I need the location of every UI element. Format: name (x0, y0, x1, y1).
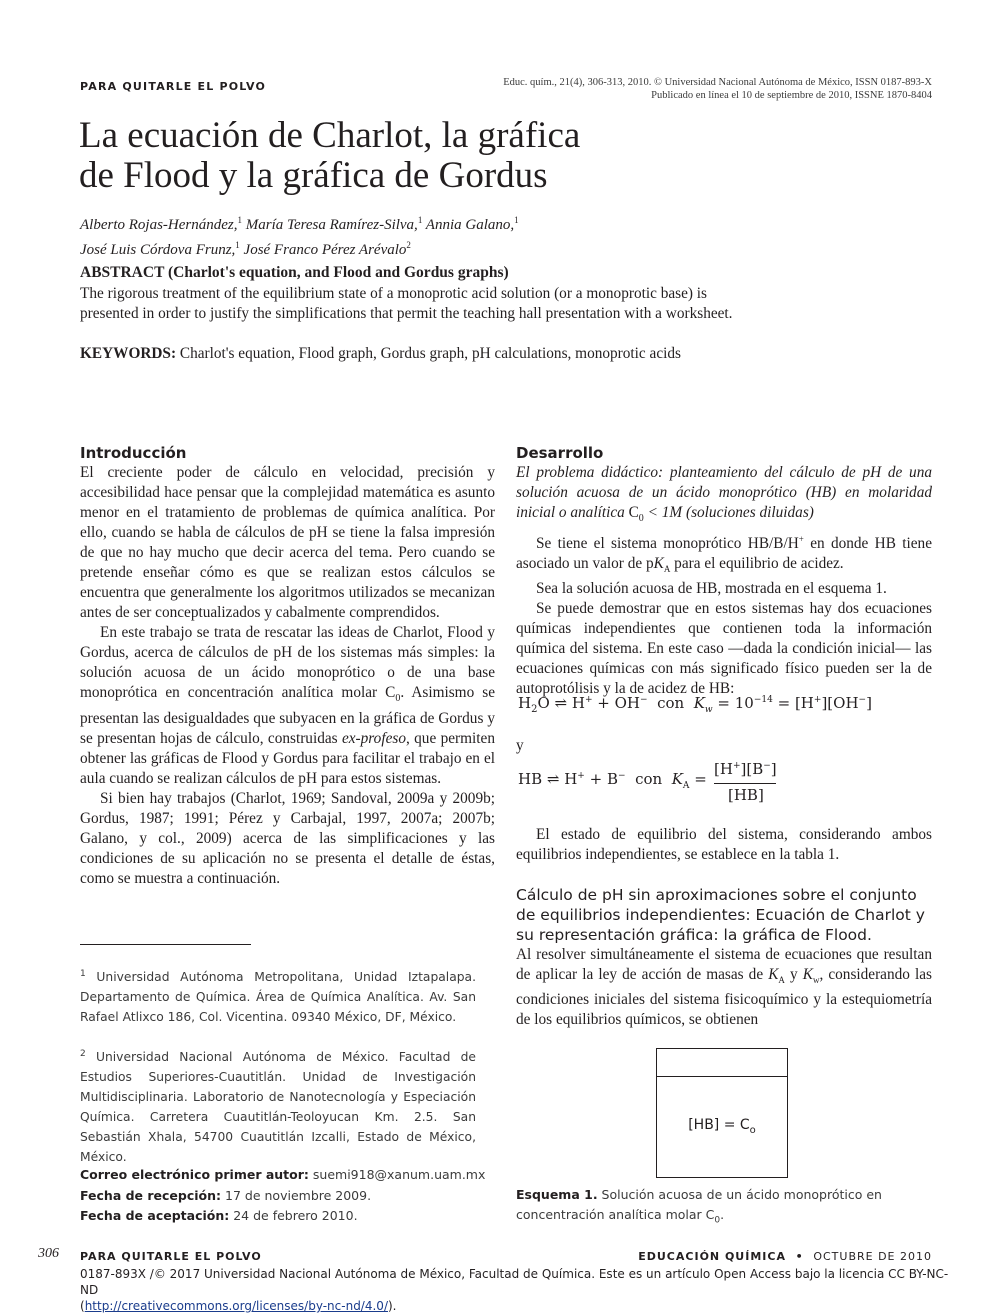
beaker-diagram (656, 1048, 788, 1178)
desarrollo-section (516, 444, 932, 699)
affiliation-mark: 2 (406, 240, 411, 250)
p1-part-b: en donde HB tiene asociado un valor de p (516, 535, 932, 573)
p2-part-d: , que permiten obtener las gráficas de Flood y Gordus para facilitar el trabajo en el aula cuando se realizan cálculos de pH para estos sistemas. (80, 730, 495, 788)
email-label: Correo electrónico primer autor: (80, 1167, 309, 1182)
footer-bullet: • (795, 1250, 804, 1263)
intro-paragraph-2 (80, 623, 495, 789)
p1-part-c: para el equilibrio de acidez. (670, 555, 844, 573)
caption-label: Esquema 1. (516, 1187, 598, 1202)
intro-paragraph-1: El creciente poder de cálculo en velocidad, precisión y accesibilidad hace pensar que la complejidad matemática es asunto menor en el tratamiento de problemas de química analítica. Por ello, cuando se habla de cálculos de pH se tiene la falsa impresión de que no hay mucho que decir acerca del tema. Pero cuando se pretende enseñar cómo es que se realizan estos cálculos se encuentra que generalmente los algoritmos utilizados se mecanizan antes de ser conceptualizados y cabalmente comprendidos. (80, 464, 495, 621)
author-list (80, 210, 720, 260)
subtitle-part-a: El problema didáctico: planteamiento del cálculo de pH de una solución acuosa de un ácido monoprótico (HB) en molaridad inicial o analítica (516, 464, 932, 521)
p5-part-a: Al resolver simultáneamente el sistema de ecuaciones que resultan de aplicar la ley de acción de masas de (516, 946, 932, 983)
received-line (80, 1186, 500, 1207)
author-name: José Luis Córdova Frunz, (80, 242, 236, 258)
equation-acidity: HB ⇌ H+ + B− con $K_A$ = [H+][B−] [HB] (518, 760, 777, 804)
affiliation-mark: 1 (235, 240, 240, 250)
footnote-2 (80, 1044, 476, 1167)
p5-part-b: y (784, 966, 803, 983)
desarrollo-paragraph-1: Se tiene el sistema monoprótico HB/B/H+ en donde HB tiene asociado un valor de $pK_A$ para el equilibrio de acidez. (516, 534, 932, 575)
author-name: José Franco Pérez Arévalo (243, 242, 407, 258)
intro-section (80, 444, 495, 889)
license-text: 0187-893X /© 2017 Universidad Nacional Autónoma de México, Facultad de Química. Este es un artículo Open Access bajo la licencia CC BY-NC-ND (80, 1267, 949, 1297)
abstract-heading: ABSTRACT (Charlot's equation, and Flood and Gordus graphs) (80, 264, 509, 281)
subscript-0: 0 (395, 693, 401, 705)
author-name: Annia Galano, (425, 217, 515, 233)
p5-part-c: , considerando las condiciones iniciales del sistema fisicoquímico y la estequiometría de los equilibrios químicos, se obtienen (516, 966, 932, 1029)
accepted-date: 24 de febrero 2010. (233, 1208, 358, 1223)
email-link[interactable]: suemi918@xanum.uam.mx (312, 1167, 486, 1182)
abstract-block (80, 264, 734, 364)
conjunction-y: y (516, 737, 524, 754)
title-line-2: de Flood y la gráfica de Gordus (79, 155, 548, 196)
desarrollo-paragraph-3: Se puede demostrar que en estos sistemas hay dos ecuaciones químicas independientes que contienen toda la información química del sistema. En este caso —dada la condición inicial— las ecuaciones químicas con más significado físico pueden ser la de autoprotólisis y la de acidez de HB: (516, 600, 932, 698)
p1-part-a: Se tiene el sistema monoprótico HB/B/H (536, 535, 799, 553)
abstract-text: The rigorous treatment of the equilibrium state of a monoprotic acid solution (or a monoprotic base) is presented in order to justify the simplifications that permit the teaching hall presentation with a worksheet. (80, 285, 733, 322)
license-note (80, 1266, 960, 1314)
page-number: 306 (38, 1246, 59, 1261)
accepted-line (80, 1206, 500, 1227)
intro-paragraph-3: Si bien hay trabajos (Charlot, 1969; Sandoval, 2009a y 2009b; Gordus, 1987; 1991; Pérez y Carbajal, 1997, 2007a; 2007b; Galano, y col., 2009) acerca de las simplificaciones y las condiciones de su aplicación no se presenta el detalle de éstas, como se muestra a continuación. (80, 790, 495, 888)
subscript-0: 0 (638, 513, 644, 525)
footnote-mark: 1 (80, 969, 86, 979)
keywords (80, 344, 734, 364)
scheme-caption: Esquema 1. Solución acuosa de un ácido monoprótico en concentración analítica molar $C_0$. (516, 1187, 882, 1226)
article-title (79, 116, 580, 196)
p2-italic: ex-profeso (341, 730, 406, 748)
scheme-label: $[HB] = C_o$ (688, 1117, 756, 1136)
desarrollo-continued (516, 825, 932, 1030)
desarrollo-subtitle (516, 463, 932, 529)
affiliation-mark: 1 (417, 215, 423, 225)
footnote-text: Universidad Nacional Autónoma de México. Facultad de Estudios Superiores-Cuautitlán. Unidad de Investigación Multidisciplinaria. Laboratorio de Nanotecnología y Especiación Química. Carretera Cuautitlán-Teoloyucan Km. 2.5. San Sebastián Xhala, 54700 Cuautitlán Izcalli, Estado de México, México. (80, 1050, 476, 1165)
subtitle-c: C (628, 504, 639, 521)
footer-date: OCTUBRE DE 2010 (813, 1250, 932, 1263)
author-name: María Teresa Ramírez-Silva, (245, 217, 418, 233)
license-link-line: (http://creativecommons.org/licenses/by-nc-nd/4.0/). (80, 1299, 397, 1313)
license-link[interactable]: http://creativecommons.org/licenses/by-nc-nd/4.0/ (84, 1299, 388, 1313)
footnote-mark: 2 (80, 1049, 86, 1059)
author-line-2 (80, 235, 720, 260)
charlot-subheading: Cálculo de pH sin aproximaciones sobre el conjunto de equilibrios independientes: Ecuación de Charlot y su representación gráfica: la gráfica de Flood. (516, 886, 925, 944)
desarrollo-paragraph-5: Al resolver simultáneamente el sistema de ecuaciones que resultan de aplicar la ley de acción de masas de $K_A$ y $K_w$, considerando las condiciones iniciales del sistema fisicoquímico y la estequiometría de los equilibrios químicos, se obtienen (516, 946, 932, 1029)
subtitle-part-b: < 1M (soluciones diluidas) (643, 504, 814, 521)
footer-section-tag: PARA QUITARLE EL POLVO (80, 1250, 262, 1263)
intro-heading: Introducción (80, 444, 187, 462)
affiliation-mark: 1 (237, 215, 242, 225)
title-line-1: La ecuación de Charlot, la gráfica (79, 115, 581, 156)
received-date: 17 de noviembre 2009. (225, 1187, 372, 1203)
p2-part-a: En este trabajo se trata de rescatar las ideas de Charlot, Flood y Gordus, acerca de cálculos de pH de los sistemas más simples: la solución acuosa de un ácido monoprótico o de una base monoprótica en concentración analítica molar C (80, 624, 495, 701)
p2-part-b: . Asimismo se presentan las desigualdades que subyacen en la gráfica de Gordus y se presentan hojas de cálculo, construidas (80, 684, 495, 748)
footnote-1 (80, 964, 476, 1027)
footnote-divider (80, 944, 251, 945)
email-line (80, 1165, 500, 1186)
citation-line: Educ. quím., 21(4), 306-313, 2010. © Universidad Nacional Autónoma de México, ISSN 0187-893-X (503, 77, 932, 88)
received-label: Fecha de recepción: (80, 1187, 222, 1203)
footer-journal-name: EDUCACIÓN QUÍMICA (638, 1250, 786, 1263)
affiliation-mark: 1 (514, 215, 519, 225)
correspondence-block (80, 1165, 500, 1227)
liquid-level-line (657, 1076, 787, 1077)
author-line-1 (80, 210, 720, 235)
citation-block (412, 76, 932, 102)
keywords-label: KEYWORDS: (80, 345, 177, 362)
footnote-text: Universidad Autónoma Metropolitana, Unidad Iztapalapa. Departamento de Química. Área de Química Analítica. Av. San Rafael Atlixco 186, Col. Vicentina. 09340 México, DF, México. (80, 970, 476, 1025)
caption-text: Solución acuosa de un ácido monoprótico en concentración analítica molar C (516, 1187, 882, 1222)
desarrollo-paragraph-2: Sea la solución acuosa de HB, mostrada en el esquema 1. (536, 580, 887, 598)
section-tag: PARA QUITARLE EL POLVO (80, 80, 267, 93)
published-line: Publicado en línea el 10 de septiembre de 2010, ISSNE 1870-8404 (651, 90, 932, 101)
keywords-text: Charlot's equation, Flood graph, Gordus graph, pH calculations, monoprotic acids (179, 345, 681, 362)
accepted-label: Fecha de aceptación: (80, 1208, 230, 1223)
desarrollo-paragraph-4: El estado de equilibrio del sistema, considerando ambos equilibrios independientes, se establece en la tabla 1. (516, 826, 932, 863)
author-name: Alberto Rojas-Hernández, (80, 217, 238, 233)
footer-journal (638, 1250, 932, 1263)
equation-autoprotolysis: $H_2O$ ⇌ H+ + OH− con $K_w = 10^{-14} = [H^+][OH^-]$ (518, 694, 872, 715)
desarrollo-heading: Desarrollo (516, 444, 604, 462)
